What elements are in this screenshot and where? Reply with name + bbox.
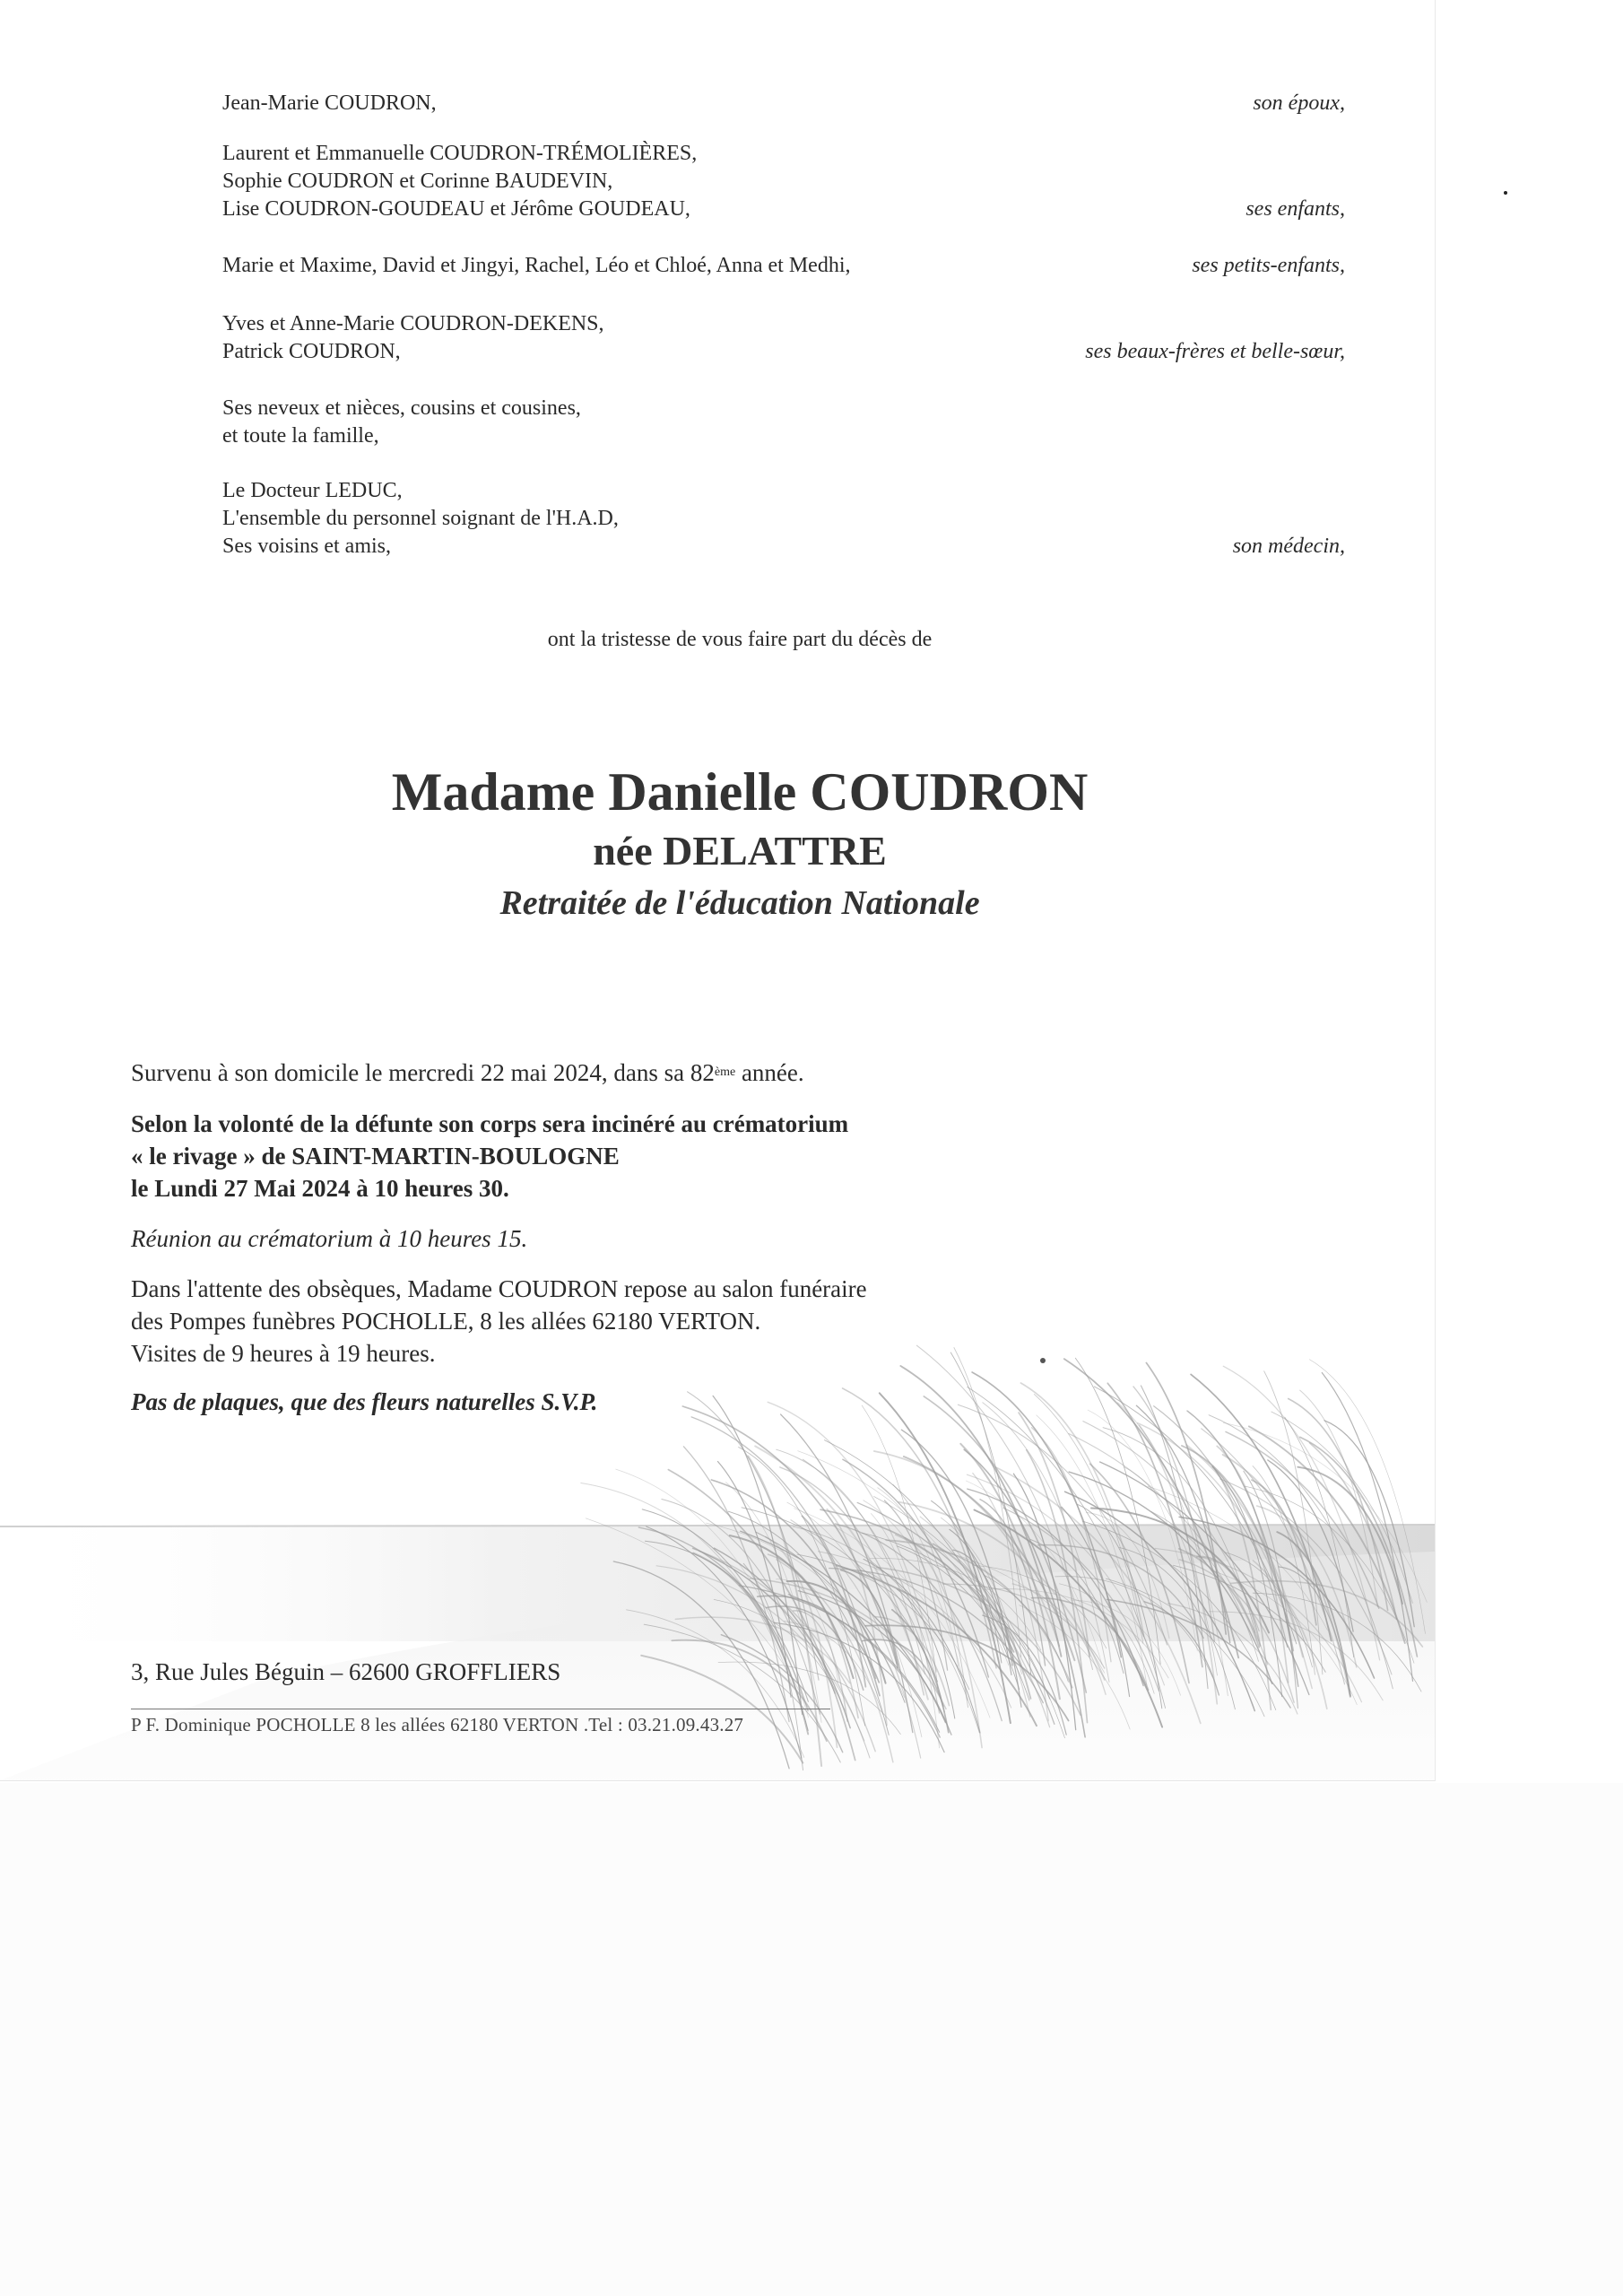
family-group bbox=[222, 477, 1345, 561]
cremation-notice bbox=[131, 1108, 1028, 1205]
viewing-line: Visites de 9 heures à 19 heures. bbox=[131, 1340, 436, 1367]
family-member-line: Ses neveux et nièces, cousins et cousines, bbox=[222, 396, 581, 420]
family-member-line: Lise COUDRON-GOUDEAU et Jérôme GOUDEAU, bbox=[222, 197, 690, 221]
relation-label: ses beaux-frères et belle-sœur, bbox=[1085, 340, 1345, 363]
relation-label: son médecin, bbox=[1232, 535, 1345, 558]
family-member-line: Patrick COUDRON, bbox=[222, 340, 401, 363]
funeral-home-footer: P F. Dominique POCHOLLE 8 les allées 62180 VERTON .Tel : 03.21.09.43.27 bbox=[131, 1714, 744, 1735]
viewing-notice bbox=[131, 1273, 1028, 1370]
scan-speck bbox=[1040, 1358, 1046, 1363]
deceased-name: Madame Danielle COUDRON bbox=[391, 762, 1089, 822]
cremation-line: Selon la volonté de la défunte son corps sera incinéré au crématorium bbox=[131, 1110, 849, 1137]
family-group bbox=[222, 90, 1345, 117]
scan-speck bbox=[1504, 191, 1507, 195]
family-member-line: Yves et Anne-Marie COUDRON-DEKENS, bbox=[222, 312, 604, 335]
scan-background bbox=[0, 1783, 1623, 2296]
family-member-line: Sophie COUDRON et Corinne BAUDEVIN, bbox=[222, 170, 613, 193]
family-member-line: Jean-Marie COUDRON, bbox=[222, 91, 437, 115]
relation-label: ses petits-enfants, bbox=[1192, 254, 1345, 277]
relation-label: ses enfants, bbox=[1245, 197, 1345, 221]
death-text-end: année. bbox=[735, 1059, 804, 1086]
announcement-text: ont la tristesse de vous faire part du décès de bbox=[547, 628, 933, 651]
ordinal-suffix: ème bbox=[714, 1065, 736, 1079]
family-group bbox=[222, 140, 1345, 223]
flowers-notice: Pas de plaques, que des fleurs naturelles S.V.P. bbox=[131, 1388, 598, 1415]
family-group bbox=[222, 395, 1345, 450]
family-member-line: Marie et Maxime, David et Jingyi, Rachel, Léo et Chloé, Anna et Medhi, bbox=[222, 254, 851, 277]
cremation-line: le Lundi 27 Mai 2024 à 10 heures 30. bbox=[131, 1175, 509, 1202]
viewing-line: Dans l'attente des obsèques, Madame COUDRON repose au salon funéraire bbox=[131, 1275, 867, 1302]
family-group bbox=[222, 310, 1345, 366]
death-text: Survenu à son domicile le mercredi 22 mai 2024, dans sa 82 bbox=[131, 1059, 715, 1086]
family-member-line: Le Docteur LEDUC, bbox=[222, 479, 403, 502]
deceased-profession: Retraitée de l'éducation Nationale bbox=[499, 884, 980, 922]
viewing-line: des Pompes funèbres POCHOLLE, 8 les allées 62180 VERTON. bbox=[131, 1308, 761, 1335]
cremation-line: « le rivage » de SAINT-MARTIN-BOULOGNE bbox=[131, 1143, 620, 1170]
meeting-notice: Réunion au crématorium à 10 heures 15. bbox=[131, 1225, 528, 1252]
relation-label: son époux, bbox=[1253, 91, 1345, 115]
family-group bbox=[222, 252, 1345, 280]
family-member-line: L'ensemble du personnel soignant de l'H.A.D, bbox=[222, 507, 619, 530]
family-member-line: Ses voisins et amis, bbox=[222, 535, 392, 558]
family-address: 3, Rue Jules Béguin – 62600 GROFFLIERS bbox=[131, 1658, 561, 1685]
death-notice bbox=[131, 1057, 1028, 1094]
maiden-name: née DELATTRE bbox=[593, 828, 887, 874]
family-member-line: Laurent et Emmanuelle COUDRON-TRÉMOLIÈRES, bbox=[222, 142, 698, 165]
family-member-line: et toute la famille, bbox=[222, 424, 379, 448]
